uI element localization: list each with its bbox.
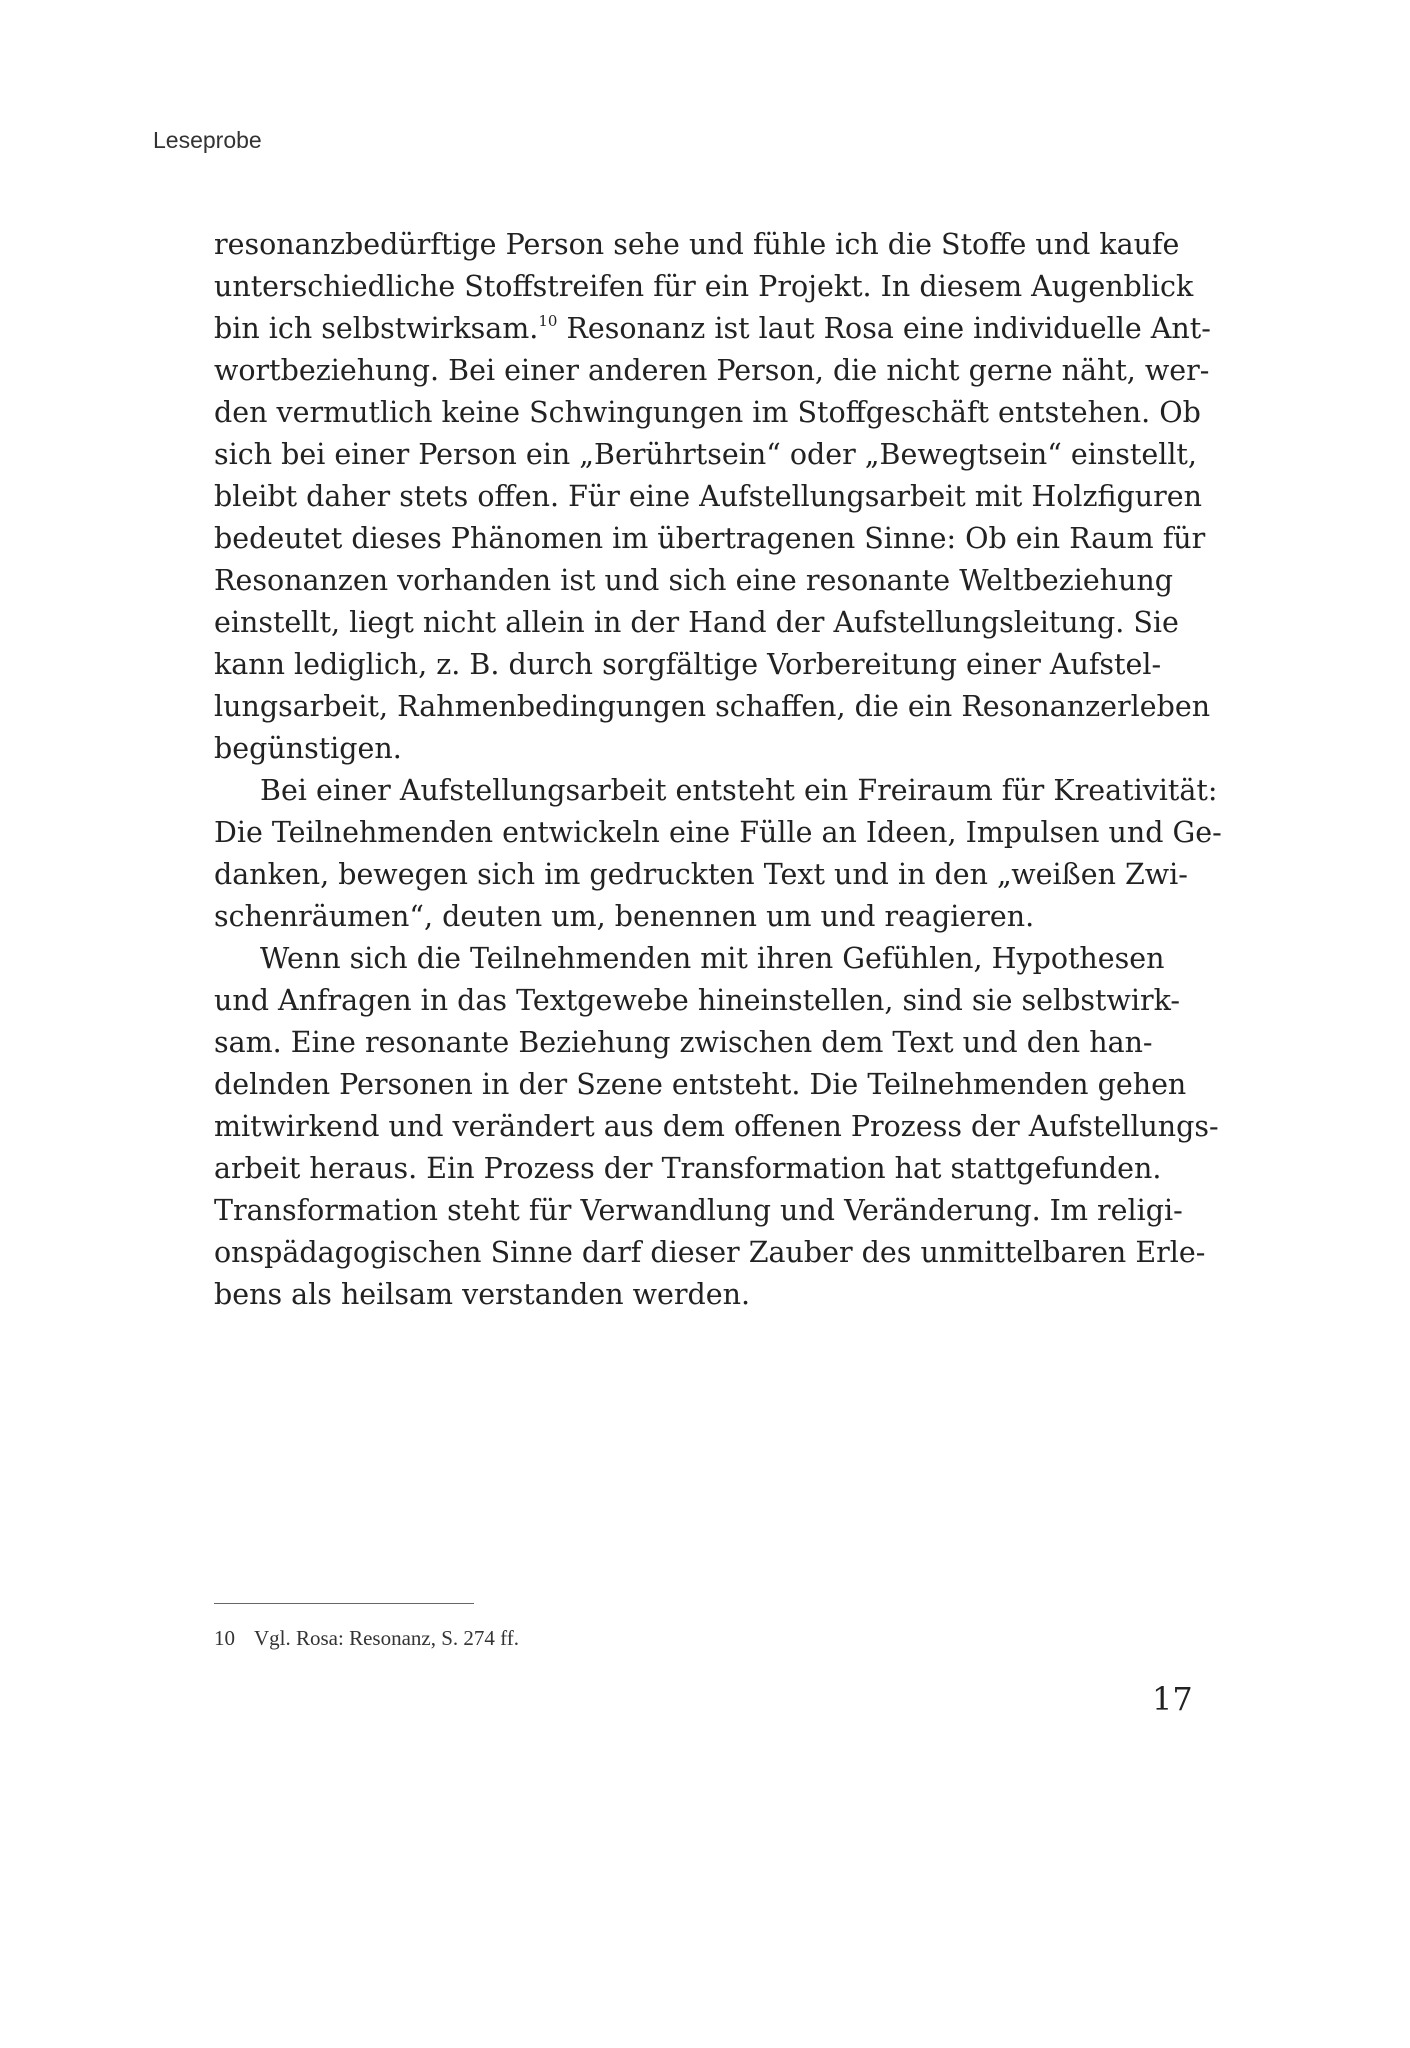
line-text: danken, bewegen sich im gedruckten Text und in den „weißen Zwi- <box>214 858 1188 891</box>
line-text: bens als heilsam verstanden werden. <box>214 1278 751 1311</box>
text-line <box>214 980 1181 1022</box>
line-text: einstellt, liegt nicht allein in der Hand der Aufstellungsleitung. Sie <box>214 606 1179 639</box>
footnote-number: 10 <box>214 1626 235 1650</box>
line-text: Bei einer Aufstellungsarbeit entsteht ein Freiraum für Kreativität: <box>260 774 1218 807</box>
running-head: Leseprobe <box>153 127 262 153</box>
line-text: bin ich selbstwirksam. <box>214 312 539 345</box>
line-text: Wenn sich die Teilnehmenden mit ihren Gefühlen, Hypothesen <box>260 942 1165 975</box>
text-line <box>214 518 1206 560</box>
line-text: bedeutet dieses Phänomen im übertragenen Sinne: Ob ein Raum für <box>214 522 1206 555</box>
text-line <box>214 854 1188 896</box>
line-text: lungsarbeit, Rahmenbedingungen schaffen, die ein Resonanzerleben <box>214 690 1211 723</box>
text-line <box>214 1106 1219 1148</box>
text-line <box>214 1232 1206 1274</box>
line-text: bleibt daher stets offen. Für eine Aufstellungsarbeit mit Holzfiguren <box>214 480 1202 513</box>
text-line <box>214 1148 1162 1190</box>
text-line <box>214 896 1110 938</box>
line-text: sich bei einer Person ein „Berührtsein“ oder „Bewegtsein“ einstellt, <box>214 438 1197 471</box>
text-line <box>214 434 1197 476</box>
line-text: resonanzbedürftige Person sehe und fühle ich die Stoffe und kaufe <box>214 228 1180 261</box>
text-line <box>214 602 1179 644</box>
text-line <box>214 644 1162 686</box>
line-text: schenräumen“, deuten um, benennen um und reagieren. <box>214 900 1035 933</box>
text-line <box>214 812 1222 854</box>
text-line <box>214 1274 1110 1316</box>
text-line <box>214 308 1211 350</box>
line-text: Die Teilnehmenden entwickeln eine Fülle an Ideen, Impulsen und Ge- <box>214 816 1222 849</box>
text-line <box>214 728 1110 770</box>
text-line <box>214 392 1201 434</box>
text-line <box>214 1064 1187 1106</box>
line-text: Transformation steht für Verwandlung und Veränderung. Im religi- <box>214 1194 1183 1227</box>
body-text <box>214 224 1222 1316</box>
text-line <box>214 350 1210 392</box>
footnote <box>214 1626 519 1651</box>
line-text: und Anfragen in das Textgewebe hineinstellen, sind sie selbstwirk- <box>214 984 1181 1017</box>
text-line <box>214 938 1165 980</box>
page-number: 17 <box>1152 1680 1193 1718</box>
line-text: mitwirkend und verändert aus dem offenen Prozess der Aufstellungs- <box>214 1110 1219 1143</box>
text-line <box>214 686 1211 728</box>
text-line <box>214 560 1174 602</box>
footnote-text: Vgl. Rosa: Resonanz, S. 274 ff. <box>254 1626 520 1650</box>
line-text: begünstigen. <box>214 732 402 765</box>
line-text: delnden Personen in der Szene entsteht. Die Teilnehmenden gehen <box>214 1068 1187 1101</box>
line-text: kann lediglich, z. B. durch sorgfältige Vorbereitung einer Aufstel- <box>214 648 1162 681</box>
line-text: onspädagogischen Sinne darf dieser Zauber des unmittelbaren Erle- <box>214 1236 1206 1269</box>
text-line <box>214 266 1194 308</box>
text-line <box>214 770 1218 812</box>
text-line <box>214 1022 1153 1064</box>
line-text: Resonanz ist laut Rosa eine individuelle Ant- <box>557 312 1211 345</box>
footnote-divider <box>214 1603 474 1604</box>
footnote-reference: 10 <box>538 312 558 330</box>
line-text: sam. Eine resonante Beziehung zwischen dem Text und den han- <box>214 1026 1153 1059</box>
line-text: arbeit heraus. Ein Prozess der Transformation hat stattgefunden. <box>214 1152 1162 1185</box>
line-text: den vermutlich keine Schwingungen im Stoffgeschäft entstehen. Ob <box>214 396 1201 429</box>
text-line <box>214 224 1180 266</box>
line-text: wortbeziehung. Bei einer anderen Person, die nicht gerne näht, wer- <box>214 354 1210 387</box>
text-line <box>214 1190 1183 1232</box>
line-text: unterschiedliche Stoffstreifen für ein Projekt. In diesem Augenblick <box>214 270 1194 303</box>
text-line <box>214 476 1202 518</box>
line-text: Resonanzen vorhanden ist und sich eine resonante Weltbeziehung <box>214 564 1174 597</box>
